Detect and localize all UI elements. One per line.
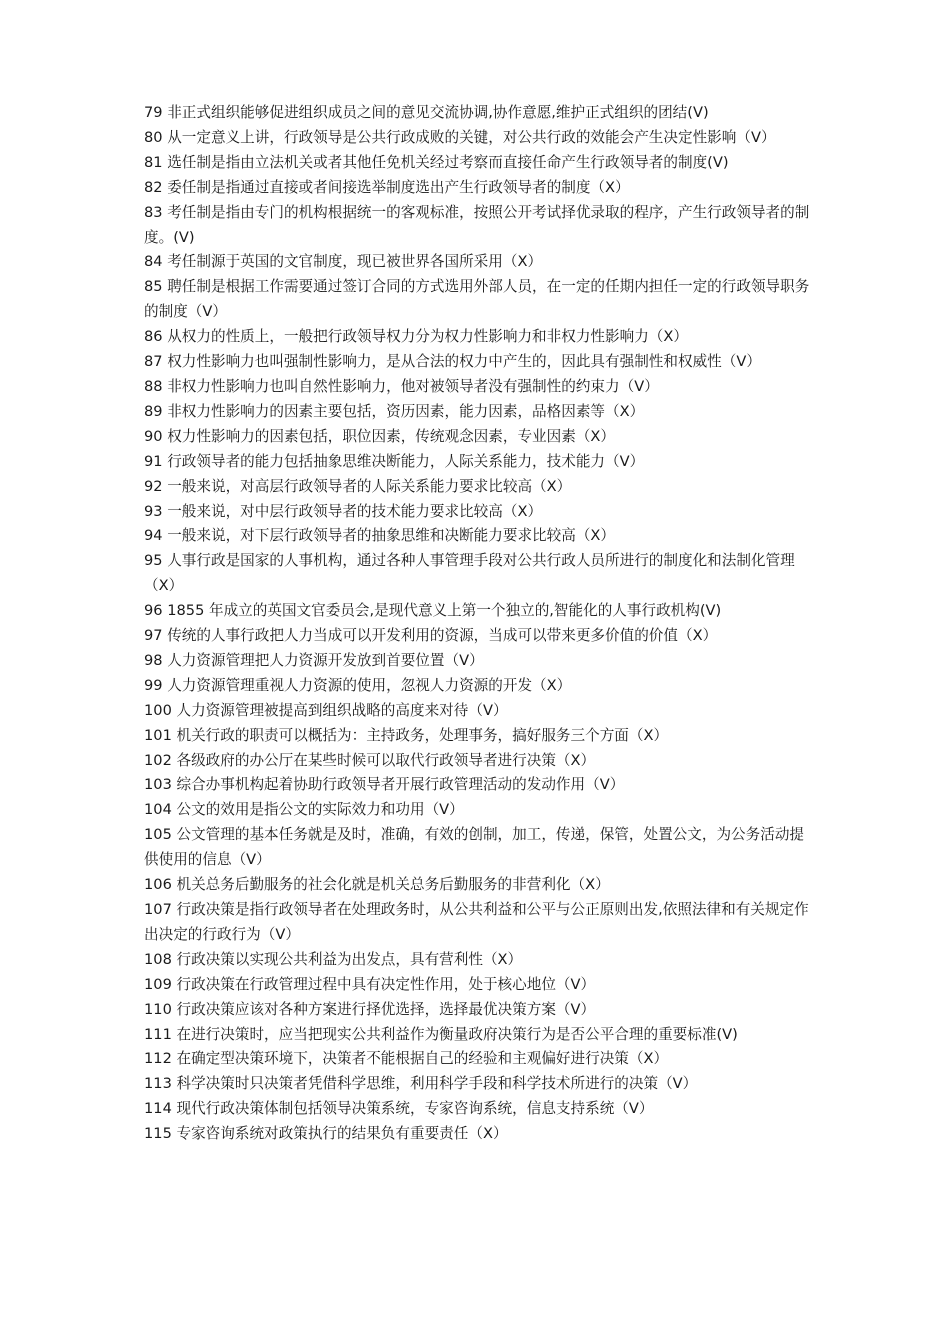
list-item: 111 在进行决策时，应当把现实公共利益作为衡量政府决策行为是否公平合理的重要标准(V) (144, 1025, 738, 1043)
list-item: 105 公文管理的基本任务就是及时，准确，有效的创制，加工，传递，保管，处置公文，为公务活动提供使用的信息（V） (144, 826, 805, 869)
list-item: 88 非权力性影响力也叫自然性影响力，他对被领导者没有强制性的约束力（V） (144, 377, 659, 395)
list-item: 82 委任制是指通过直接或者间接选举制度选出产生行政领导者的制度（X） (144, 178, 630, 196)
list-item: 107 行政决策是指行政领导者在处理政务时，从公共利益和公平与公正原则出发,依照法律和有关规定作出决定的行政行为（V） (144, 901, 809, 943)
list-item: 106 机关总务后勤服务的社会化就是机关总务后勤服务的非营利化（X） (144, 876, 610, 894)
list-item: 85 聘任制是根据工作需要通过签订合同的方式选用外部人员，在一定的任期内担任一定的行政领导职务的制度（V） (144, 278, 810, 321)
list-item: 83 考任制是指由专门的机构根据统一的客观标准，按照公开考试择优录取的程序，产生行政领导者的制度。(V) (144, 203, 810, 246)
list-item: 109 行政决策在行政管理过程中具有决定性作用，处于核心地位（V） (144, 975, 596, 993)
list-item: 108 行政决策以实现公共利益为出发点，具有营利性（X） (144, 950, 523, 968)
list-item: 94 一般来说，对下层行政领导者的抽象思维和决断能力要求比较高（X） (144, 527, 616, 545)
list-item: 84 考任制源于英国的文官制度，现已被世界各国所采用（X） (144, 253, 543, 271)
list-item: 79 非正式组织能够促进组织成员之间的意见交流协调,协作意愿,维护正式组织的团结(V) (144, 104, 709, 121)
list-item: 114 现代行政决策体制包括领导决策系统，专家咨询系统，信息支持系统（V） (144, 1100, 654, 1118)
list-item: 101 机关行政的职责可以概括为：主持政务，处理事务，搞好服务三个方面（X） (144, 726, 669, 744)
list-item: 98 人力资源管理把人力资源开发放到首要位置（V） (144, 651, 484, 669)
list-item: 96 1855 年成立的英国文官委员会,是现代意义上第一个独立的,智能化的人事行政机构(V) (144, 602, 722, 620)
question-list (144, 101, 816, 1147)
list-item: 112 在确定型决策环境下，决策者不能根据自己的经验和主观偏好进行决策（X） (144, 1050, 669, 1068)
list-item: 97 传统的人事行政把人力当成可以开发利用的资源，当成可以带来更多价值的价值（X） (144, 627, 718, 645)
list-item: 100 人力资源管理被提高到组织战略的高度来对待（V） (144, 701, 508, 719)
list-item: 86 从权力的性质上，一般把行政领导权力分为权力性影响力和非权力性影响力（X） (144, 328, 688, 346)
list-item: 115 专家咨询系统对政策执行的结果负有重要责任（X） (144, 1125, 508, 1143)
list-item: 110 行政决策应该对各种方案进行择优选择，选择最优决策方案（V） (144, 1000, 596, 1018)
list-item: 91 行政领导者的能力包括抽象思维决断能力，人际关系能力，技术能力（V） (144, 452, 645, 470)
list-item: 99 人力资源管理重视人力资源的使用，忽视人力资源的开发（X） (144, 676, 572, 694)
list-item: 103 综合办事机构起着协助行政领导者开展行政管理活动的发动作用（V） (144, 776, 625, 794)
list-item: 90 权力性影响力的因素包括，职位因素，传统观念因素，专业因素（X） (144, 427, 616, 445)
list-item: 95 人事行政是国家的人事机构，通过各种人事管理手段对公共行政人员所进行的制度化和法制化管理（X） (144, 552, 795, 595)
list-item: 92 一般来说，对高层行政领导者的人际关系能力要求比较高（X） (144, 477, 572, 495)
list-item: 80 从一定意义上讲，行政领导是公共行政成败的关键，对公共行政的效能会产生决定性影响（V） (144, 128, 776, 146)
list-item: 87 权力性影响力也叫强制性影响力，是从合法的权力中产生的，因此具有强制性和权威性（V） (144, 353, 761, 371)
list-item: 81 选任制是指由立法机关或者其他任免机关经过考察而直接任命产生行政领导者的制度(V) (144, 153, 729, 171)
list-item: 93 一般来说，对中层行政领导者的技术能力要求比较高（X） (144, 502, 543, 520)
list-item: 104 公文的效用是指公文的实际效力和功用（V） (144, 801, 464, 819)
list-item: 113 科学决策时只决策者凭借科学思维，利用科学手段和科学技术所进行的决策（V） (144, 1075, 698, 1093)
list-item: 89 非权力性影响力的因素主要包括，资历因素，能力因素，品格因素等（X） (144, 402, 645, 420)
list-item: 102 各级政府的办公厅在某些时候可以取代行政领导者进行决策（X） (144, 751, 596, 769)
